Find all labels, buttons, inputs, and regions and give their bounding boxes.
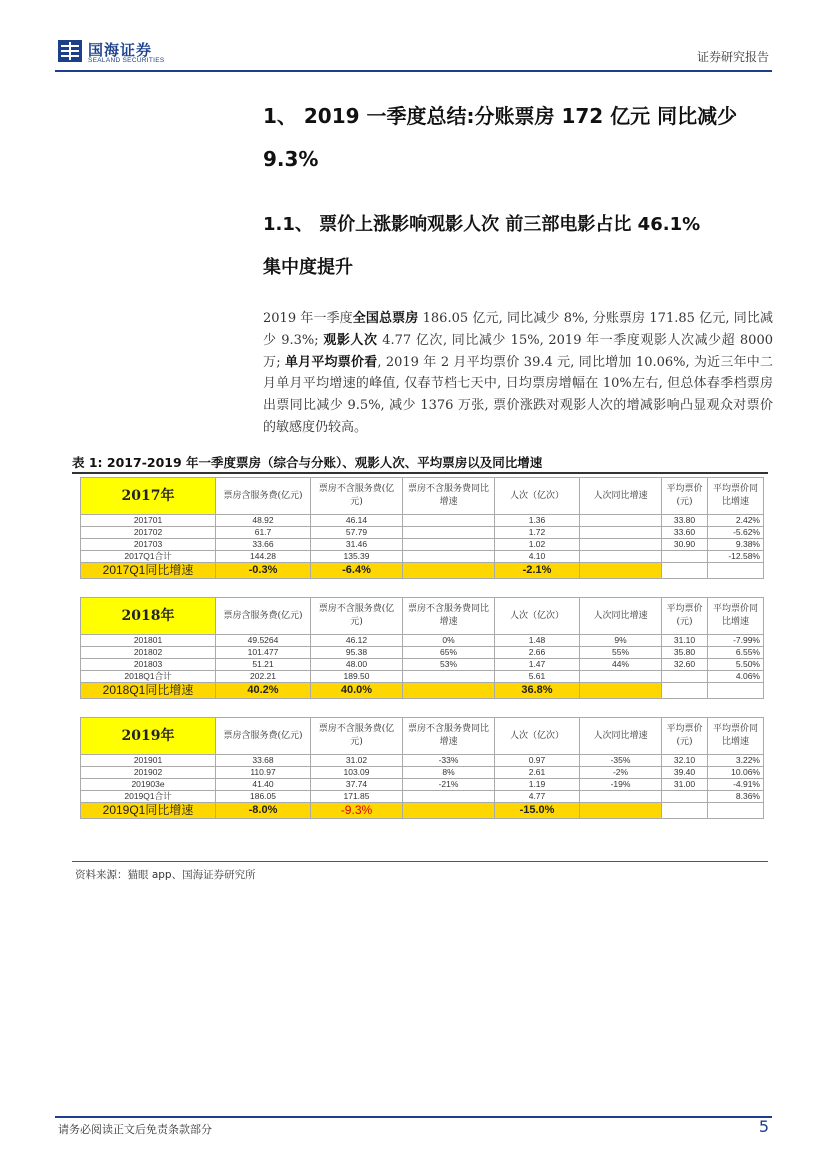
table-cell: -7.99% [708, 635, 764, 647]
table-cell: 48.00 [311, 659, 403, 671]
table-cell: 44% [580, 659, 662, 671]
summary-paragraph: 2019 年一季度全国总票房 186.05 亿元, 同比减少 8%, 分账票房 171.85 亿元, 同比减少 9.3%; 观影人次 4.77 亿次, 同比减少 15%, 2019 年一季度观影人次减少超 8000 万; 单月平均票价看, 2019 年 2 月平均票价 39.4 元, 同比增加 10.06%, 为近三年中二月单月平均增速的峰值, 仅春节档七天中, 日均票房增幅在 10%左右, 但总体春季档票房出票同比减少 9.5%, 减少 1376 万张, 票价涨跌对观影人次的增减影响凸显观众对票价的敏感度仍较高。 [263, 311, 773, 435]
table-cell: 2018Q1合计 [81, 671, 216, 683]
year-title-2018: 2018年 [81, 598, 216, 635]
page-number: 5 [758, 1117, 769, 1136]
table-header-row-2018: 2018年 票房含服务费(亿元) 票房不含服务费(亿元) 票房不含服务费同比增速 人次（亿次） 人次同比增速 平均票价(元) 平均票价同比增速 [81, 598, 764, 635]
table-cell: 1.36 [495, 515, 580, 527]
table-row [81, 779, 764, 791]
year-title-2019: 2019年 [81, 718, 216, 755]
table-cell: 101.477 [216, 647, 311, 659]
header-divider [55, 70, 772, 72]
table-cell [580, 539, 662, 551]
table-cell [403, 551, 495, 563]
table-cell: 3.22% [708, 755, 764, 767]
table-cell: 201901 [81, 755, 216, 767]
table-cell [580, 791, 662, 803]
table-cell: 189.50 [311, 671, 403, 683]
table-cell: 4.10 [495, 551, 580, 563]
table-cell: -12.58% [708, 551, 764, 563]
growth-row-2019: 2019Q1同比增速 -8.0% -9.3% -15.0% [81, 803, 764, 819]
table-row [81, 755, 764, 767]
table-cell: 31.00 [662, 779, 708, 791]
table-cell: 32.10 [662, 755, 708, 767]
table-cell: 201802 [81, 647, 216, 659]
table-row [81, 635, 764, 647]
table-cell [403, 527, 495, 539]
table-cell: -35% [580, 755, 662, 767]
growth-row-2017: 2017Q1同比增速 -0.3% -6.4% -2.1% [81, 563, 764, 579]
table-row [81, 767, 764, 779]
table-cell: 1.02 [495, 539, 580, 551]
section-heading-line1: 1、 2019 一季度总结:分账票房 172 亿元 同比减少 [263, 104, 738, 128]
table-cell: 53% [403, 659, 495, 671]
table-row [81, 539, 764, 551]
table-cell: 110.97 [216, 767, 311, 779]
table-cell: -19% [580, 779, 662, 791]
rows-2018 [81, 635, 764, 683]
table-cell: 46.14 [311, 515, 403, 527]
table-cell: -33% [403, 755, 495, 767]
table-cell: 201702 [81, 527, 216, 539]
table-cell [403, 539, 495, 551]
table-cell: 201902 [81, 767, 216, 779]
table-cell: 2.61 [495, 767, 580, 779]
table-cell: 9% [580, 635, 662, 647]
box-office-table [80, 477, 764, 819]
table-cell: 37.74 [311, 779, 403, 791]
table-cell [580, 671, 662, 683]
table-cell: 2.42% [708, 515, 764, 527]
table-cell [580, 527, 662, 539]
table-cell: 4.77 [495, 791, 580, 803]
table-cell: 1.47 [495, 659, 580, 671]
table-cell: 57.79 [311, 527, 403, 539]
table-row [81, 551, 764, 563]
table-cell: 103.09 [311, 767, 403, 779]
table-cell: 30.90 [662, 539, 708, 551]
table-cell: -2% [580, 767, 662, 779]
table-cell: 65% [403, 647, 495, 659]
table-cell: 1.72 [495, 527, 580, 539]
table-row [81, 671, 764, 683]
table-cell: 32.60 [662, 659, 708, 671]
table-cell: 1.48 [495, 635, 580, 647]
table-cell: 39.40 [662, 767, 708, 779]
table-cell: 33.60 [662, 527, 708, 539]
table-cell: 95.38 [311, 647, 403, 659]
table-cell: -5.62% [708, 527, 764, 539]
table-cell: 8.36% [708, 791, 764, 803]
table-cell: -4.91% [708, 779, 764, 791]
table-cell: 35.80 [662, 647, 708, 659]
table-cell: 49.5264 [216, 635, 311, 647]
table-cell: 186.05 [216, 791, 311, 803]
table-cell: 2.66 [495, 647, 580, 659]
table-cell [403, 515, 495, 527]
table-cell: 51.21 [216, 659, 311, 671]
report-type: 证券研究报告 [696, 50, 769, 64]
table-cell: 10.06% [708, 767, 764, 779]
table-cell [662, 551, 708, 563]
table-cell: 61.7 [216, 527, 311, 539]
table-cell: 201701 [81, 515, 216, 527]
table-cell: 202.21 [216, 671, 311, 683]
table-cell: 0.97 [495, 755, 580, 767]
table-cell: 46.12 [311, 635, 403, 647]
table-cell: 6.55% [708, 647, 764, 659]
table-cell: 201703 [81, 539, 216, 551]
table-cell: 135.39 [311, 551, 403, 563]
table-cell: -21% [403, 779, 495, 791]
table-cell [662, 671, 708, 683]
sealand-logo-icon [58, 40, 82, 62]
table-cell: 31.10 [662, 635, 708, 647]
table-cell: 31.46 [311, 539, 403, 551]
table-cell: 201903e [81, 779, 216, 791]
table-top-rule [72, 472, 768, 474]
table-row [81, 659, 764, 671]
table-cell: 48.92 [216, 515, 311, 527]
table-header-row-2019: 2019年 票房含服务费(亿元) 票房不含服务费(亿元) 票房不含服务费同比增速 人次（亿次） 人次同比增速 平均票价(元) 平均票价同比增速 [81, 718, 764, 755]
rows-2019 [81, 755, 764, 803]
table-row [81, 791, 764, 803]
table-cell: 33.66 [216, 539, 311, 551]
subsection-heading-line1: 1.1、 票价上涨影响观影人次 前三部电影占比 46.1% [263, 214, 701, 235]
table-source: 资料来源：猫眼 app、国海证券研究所 [75, 869, 256, 881]
table-cell: 2019Q1合计 [81, 791, 216, 803]
table-row [81, 515, 764, 527]
table-row [81, 647, 764, 659]
table-cell [403, 791, 495, 803]
table-cell: 2017Q1合计 [81, 551, 216, 563]
growth-row-2018: 2018Q1同比增速 40.2% 40.0% 36.8% [81, 683, 764, 699]
table-cell: 0% [403, 635, 495, 647]
table-cell: 8% [403, 767, 495, 779]
table-cell: 9.38% [708, 539, 764, 551]
year-title-2017: 2017年 [81, 478, 216, 515]
brand-name-en: SEALAND SECURITIES [88, 57, 165, 64]
table-cell [580, 551, 662, 563]
table-cell: 33.68 [216, 755, 311, 767]
table-bottom-rule [72, 861, 768, 862]
table-cell [403, 671, 495, 683]
table-cell: 41.40 [216, 779, 311, 791]
table-cell: 55% [580, 647, 662, 659]
table-cell: 144.28 [216, 551, 311, 563]
brand-name: 国海证券 [88, 41, 153, 59]
table-header-row-2017: 2017年 票房含服务费(亿元) 票房不含服务费(亿元) 票房不含服务费同比增速 人次（亿次） 人次同比增速 平均票价(元) 平均票价同比增速 [81, 478, 764, 515]
table-cell: 31.02 [311, 755, 403, 767]
footer-disclaimer: 请务必阅读正文后免责条款部分 [58, 1123, 212, 1136]
table-cell: 1.19 [495, 779, 580, 791]
table-caption: 表 1: 2017-2019 年一季度票房（综合与分账）、观影人次、平均票房以及同比增速 [72, 455, 543, 470]
table-cell: 4.06% [708, 671, 764, 683]
table-cell [580, 515, 662, 527]
table-cell [662, 791, 708, 803]
table-cell: 5.50% [708, 659, 764, 671]
subsection-heading-line2: 集中度提升 [263, 257, 353, 278]
table-cell: 201803 [81, 659, 216, 671]
section-heading-line2: 9.3% [263, 147, 319, 171]
table-cell: 171.85 [311, 791, 403, 803]
table-cell: 201801 [81, 635, 216, 647]
table-cell: 33.80 [662, 515, 708, 527]
footer-divider [55, 1116, 772, 1118]
rows-2017 [81, 515, 764, 563]
table-cell: 5.61 [495, 671, 580, 683]
table-row [81, 527, 764, 539]
